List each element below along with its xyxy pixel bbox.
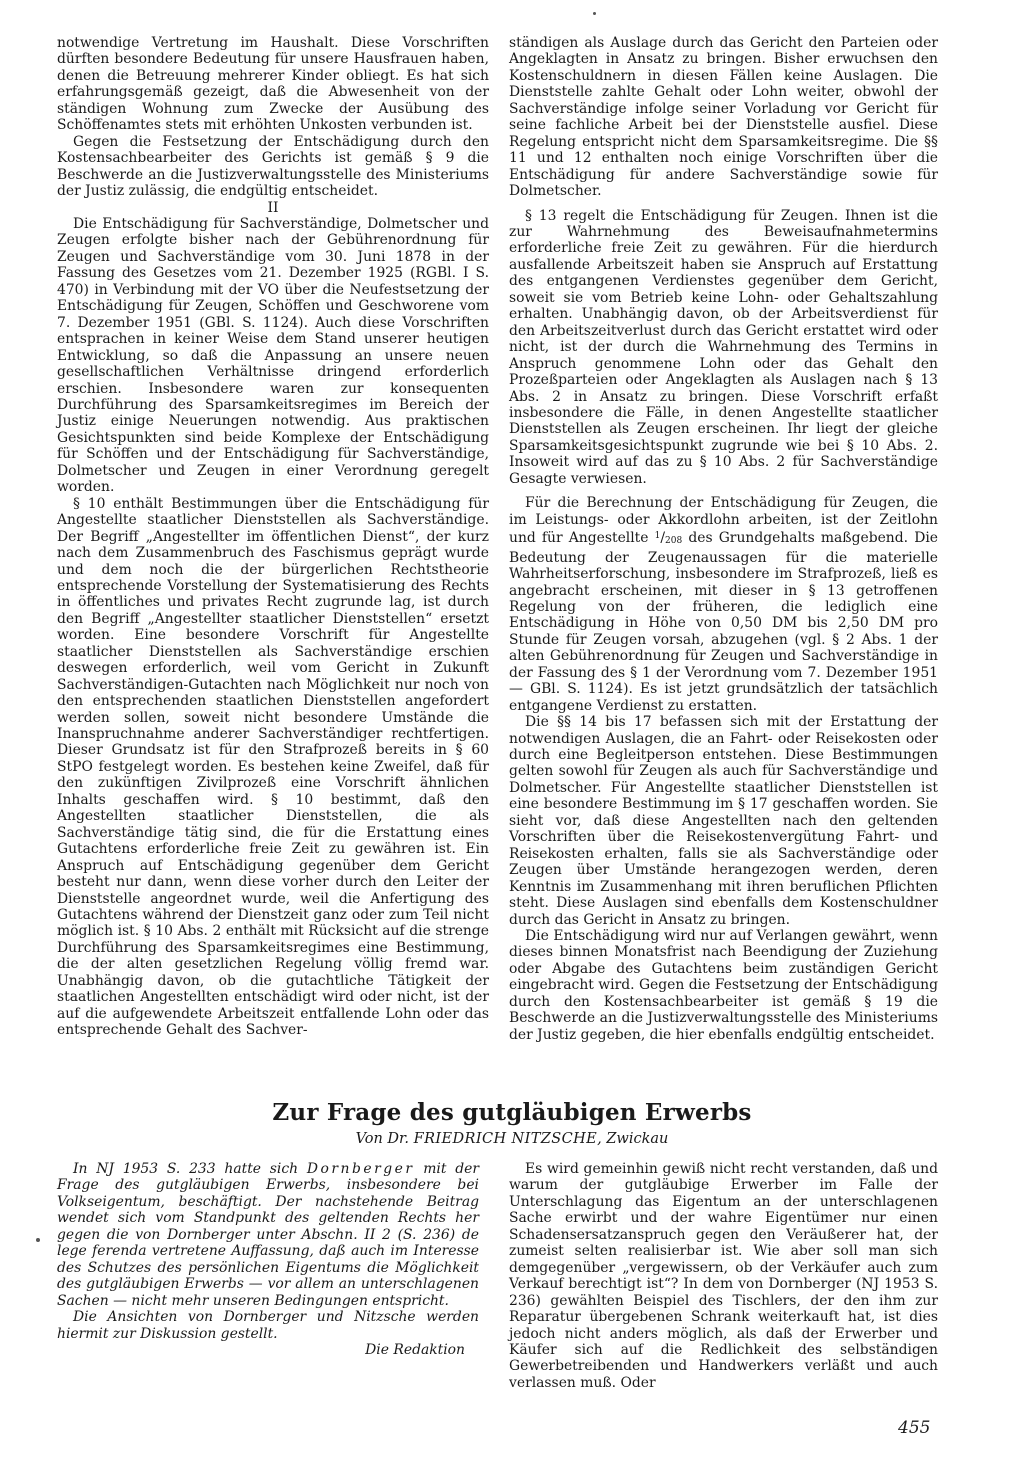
paragraph: ständigen als Auslage durch das Gericht den Parteien oder Angeklagten in Ansatz zu bringen. Bisher erwuchsen den Kostenschuldnern in diesen Fällen keine Auslagen. Die Dienststelle zahlte Gehalt oder Lohn weiter, obwohl der Sachverständige infolge seiner Vorladung vor Gericht für seine fachliche Arbeit bei der Dienststelle ausfiel. Diese Regelung entspricht nicht dem Sparsamkeitsregime. Die §§ 11 und 12 enthalten noch einige Vorschriften über die Entschädigung für andere Sachverständige sowie für Dolmetscher. [509, 35, 938, 200]
right-column-top [509, 35, 938, 1043]
print-speck-margin [36, 1238, 40, 1242]
editorial-intro [57, 1161, 479, 1358]
paragraph: § 13 regelt die Entschädigung für Zeugen. Ihnen ist die zur Wahrnehmung des Beweisaufnahmetermins erforderliche freie Zeit zu gewähren. Für die hierdurch ausfallende Arbeitszeit haben sie Anspruch auf Erstattung des entgangenen Verdienstes gegenüber dem Gericht, soweit sie vom Betrieb keine Lohn- oder Gehaltszahlung erhalten. Unabhängig davon, ob der Arbeitsverdienst für den Arbeitszeitverlust durch das Gericht erstattet wird oder nicht, ist der durch die Wahrnehmung des Termins in Anspruch genommene Lohn oder das Gehalt den Prozeßparteien oder Angeklagten als Auslagen nach § 13 Abs. 2 in Ansatz zu bringen. Diese Vorschrift erfaßt insbesondere die Fälle, in denen Angestellte staatlicher Dienststellen als Zeugen erscheinen. Ihr liegt der gleiche Sparsamkeitsgesichtspunkt zugrunde wie bei § 10 Abs. 2. Insoweit wird auf das zu § 10 Abs. 2 für Sachverständige Gesagte verwiesen. [509, 207, 938, 487]
paragraph: Für die Berechnung der Entschädigung für Zeugen, die im Leistungs- oder Akkordlohn arbeiten, ist der Zeitlohn und für Angestellte $^1$/208 des Grundgehalts maßgebend. Die Bedeutung der Zeugenaussagen für die materielle Wahrheitserforschung, insbesondere im Strafprozeß, ließ es angebracht erscheinen, mit dieser in § 13 getroffenen Regelung von der früheren, die lediglich eine Entschädigung in Höhe von 0,50 DM bis 2,50 DM pro Stunde für Zeugen vorsah, abzugehen (vgl. § 2 Abs. 1 der alten Gebührenordnung für Zeugen und Sachverständige in der Fassung des § 1 der Verordnung vom 7. Dezember 1951 — GBl. S. 1124). Es ist jetzt grundsätzlich der tatsächlich entgangene Verdienst zu erstatten. [509, 495, 938, 714]
paragraph: Die Entschädigung für Sachverständige, Dolmetscher und Zeugen erfolgte bisher nach der Gebührenordnung für Zeugen und Sachverständige vom 30. Juni 1878 in der Fassung des Gesetzes vom 21. Dezember 1925 (RGBl. I S. 470) in Verbindung mit der VO über die Neufestsetzung der Entschädigung für Zeugen, Schöffen und Geschworene vom 7. Dezember 1951 (GBl. S. 1124). Auch diese Vorschriften entsprachen in keiner Weise dem Stand unserer heutigen Entwicklung, so daß die Anpassung an unsere neuen gesellschaftlichen Verhältnisse dringend erforderlich erschien. Insbesondere waren zur konsequenten Durchführung des Sparsamkeitsregimes im Bereich der Justiz einige Neuerungen notwendig. Aus praktischen Gesichtspunkten sind beide Komplexe der Entschädigung für Schöffen und der Entschädigung für Sachverständige, Dolmetscher und Zeugen in einer Verordnung geregelt worden. [57, 215, 489, 496]
paragraph: notwendige Vertretung im Haushalt. Diese Vorschriften dürften besondere Bedeutung für unsere Hausfrauen haben, denen die Betreuung mehrerer Kinder obliegt. Es hat sich erfahrungsgemäß gezeigt, daß die Abwesenheit von der ständigen Wohnung zum Zwecke der Ausübung des Schöffenamtes stets mit erhöhten Unkosten verbunden ist. [57, 35, 489, 134]
left-column-top [57, 35, 489, 1039]
article-body [509, 1161, 938, 1391]
article-title: Zur Frage des gutgläubigen Erwerbs [272, 1099, 752, 1126]
intro-paragraph [57, 1161, 479, 1309]
print-speck-top [593, 12, 596, 15]
paragraph: Es wird gemeinhin gewiß nicht recht verstanden, daß und warum der gutgläubige Erwerber im Falle der Unterschlagung das Eigentum an der unterschlagenen Sache erwirbt und der wahre Eigentümer nur einen Schadensersatzanspruch gegen den Veräußerer hat, der zumeist selten realisierbar ist. Wie aber soll man sich demgegenüber „vergewissern, ob der Verkäufer auch zum Verkauf berechtigt ist“? In dem von Dornberger (NJ 1953 S. 236) gewählten Beispiel des Tischlers, der den ihm zur Reparatur übergebenen Schrank weiterkauft hat, ist dies jedoch nicht anders möglich, als daß der Erwerber und Käufer sich auf die Redlichkeit des selbständigen Gewerbetreibenden und Handwerkers verläßt und auch verlassen muß. Oder [509, 1161, 938, 1391]
text-before-fraction: Für die Berechnung der Entschädigung für Zeugen, die im Leistungs- oder Akkordlohn arbeiten, ist der Zeitlohn und für Angestellte [509, 495, 938, 547]
byline-suffix: , Zwickau [597, 1131, 669, 1147]
article-byline [0, 1131, 1024, 1147]
intro-paragraph: Die Ansichten von Dornberger und Nitzsche werden hiermit zur Diskussion gestellt. [57, 1309, 479, 1342]
fraction-denominator: 208 [665, 536, 683, 547]
fraction-numerator: 1 [654, 531, 661, 542]
intro-name: Dornberger [306, 1161, 415, 1177]
page-number: 455 [898, 1418, 931, 1438]
paragraph: Die Entschädigung wird nur auf Verlangen gewährt, wenn dieses binnen Monatsfrist nach Beendigung der Zuziehung oder Abgabe des Gutachtens beim zuständigen Gericht eingebracht wird. Gegen die Festsetzung der Entschädigung durch den Kostensachbearbeiter ist gemäß § 19 die Beschwerde an die Justizverwaltungsstelle des Ministeriums der Justiz gegeben, die hier ebenfalls endgültig entscheidet. [509, 928, 938, 1043]
intro-text: In NJ 1953 S. 233 hatte sich [73, 1161, 307, 1177]
paragraph: Die §§ 14 bis 17 befassen sich mit der Erstattung der notwendigen Auslagen, die an Fahrt- oder Reisekosten oder durch eine Begleitperson entstehen. Diese Bestimmungen gelten sowohl für Zeugen als auch für Sachverständige und Dolmetscher. Für Angestellte staatlicher Dienststellen ist eine besondere Bestimmung im § 17 geschaffen worden. Sie sieht vor, daß diese Angestellten nach den geltenden Vorschriften über die Reisekostenvergütung Fahrt- und Reisekosten erhalten, falls sie als Sachverständige oder Zeugen über Umstände herangezogen werden, deren Kenntnis im Zusammenhang mit ihren beruflichen Pflichten steht. Diese Auslagen sind ebenfalls dem Kostenschuldner durch das Gericht in Ansatz zu bringen. [509, 714, 938, 928]
section-heading: II [267, 199, 279, 216]
editorial-signature: Die Redaktion [365, 1341, 465, 1358]
paragraph: Gegen die Festsetzung der Entschädigung durch den Kostensachbearbeiter des Gerichts ist gemäß § 9 die Beschwerde an die Justizverwaltungsstelle des Ministeriums der Justiz zulässig, die endgültig entscheidet. [57, 133, 489, 200]
intro-text: mit der Frage des gutgläubigen Erwerbs, insbesondere bei Volkseigentum, beschäftigt. Der nachstehende Beitrag wendet sich vom Standpunkt des geltenden Rechts her gegen die von Dornberger unter Abschn. II 2 (S. 236) de lege ferenda vertretene Auffassung, daß auch im Interesse des Schutzes des persönlichen Eigentums die Möglichkeit des gutgläubigen Erwerbs — vor allem an unterschlagenen Sachen — nicht mehr unseren Bedingungen entspricht. [57, 1161, 479, 1309]
byline-prefix: Von Dr. [355, 1131, 414, 1147]
byline-author: FRIEDRICH NITZSCHE [413, 1131, 598, 1147]
paragraph: § 10 enthält Bestimmungen über die Entschädigung für Angestellte staatlicher Dienststellen als Sachverständige. Der Begriff „Angestellter im öffentlichen Dienst“, der kurz nach dem Zusammenbruch des Faschismus geprägt wurde und dem noch die der bürgerlichen Rechtstheorie entsprechende Vorstellung der Systematisierung des Rechts in öffentliches und privates Recht zugrunde lag, ist durch den Begriff „Angestellter staatlicher Dienststellen“ ersetzt worden. Eine besondere Vorschrift für Angestellte staatlicher Dienststellen als Sachverständige erschien deswegen erforderlich, weil vom Gericht in Zukunft Sachverständigen-Gutachten nach Möglichkeit nur noch von den entsprechenden staatlichen Dienststellen angefordert werden sollen, soweit nicht besondere Umstände die Inanspruchnahme anderer Sachverständiger rechtfertigen. Dieser Grundsatz ist für den Strafprozeß bereits in § 60 StPO festgelegt worden. Es bestehen keine Zweifel, daß für den zukünftigen Zivilprozeß eine Vorschrift ähnlichen Inhalts geschaffen wird. § 10 bestimmt, daß den Angestellten staatlicher Dienststellen, die als Sachverständige tätig sind, die für die Erstattung eines Gutachtens erforderliche freie Zeit zu gewähren ist. Ein Anspruch auf Entschädigung gegenüber dem Gericht besteht nur dann, wenn diese vorher durch den Leiter der Dienststelle angeordnet wurde, weil die Anfertigung des Gutachtens während der Dienstzeit ganz oder zum Teil nicht möglich ist. § 10 Abs. 2 enthält mit Rücksicht auf die strenge Durchführung des Sparsamkeitsregimes eine Bestimmung, die der alten gesetzlichen Regelung völlig fremd war. Unabhängig davon, ob die gutachtliche Tätigkeit der staatlichen Angestellten entschädigt wird oder nicht, ist der auf die aufgewendete Arbeitszeit entfallende Lohn oder das entsprechende Gehalt des Sachver- [57, 495, 489, 1039]
text-after-fraction: des Grundgehalts maßgebend. Die Bedeutung der Zeugenaussagen für die materielle Wahrheitserforschung, insbesondere im Strafprozeß, ließ es angebracht erscheinen, mit dieser in § 13 getroffenen Regelung von der früheren, die lediglich eine Entschädigung in Höhe von 0,50 DM bis 2,50 DM pro Stunde für Zeugen vorsah, abzugehen (vgl. § 2 Abs. 1 der alten Gebührenordnung für Zeugen und Sachverständige in der Fassung des § 1 der Verordnung vom 7. Dezember 1951 — GBl. S. 1124). Es ist jetzt grundsätzlich der tatsächlich entgangene Verdienst zu erstatten. [509, 530, 938, 714]
